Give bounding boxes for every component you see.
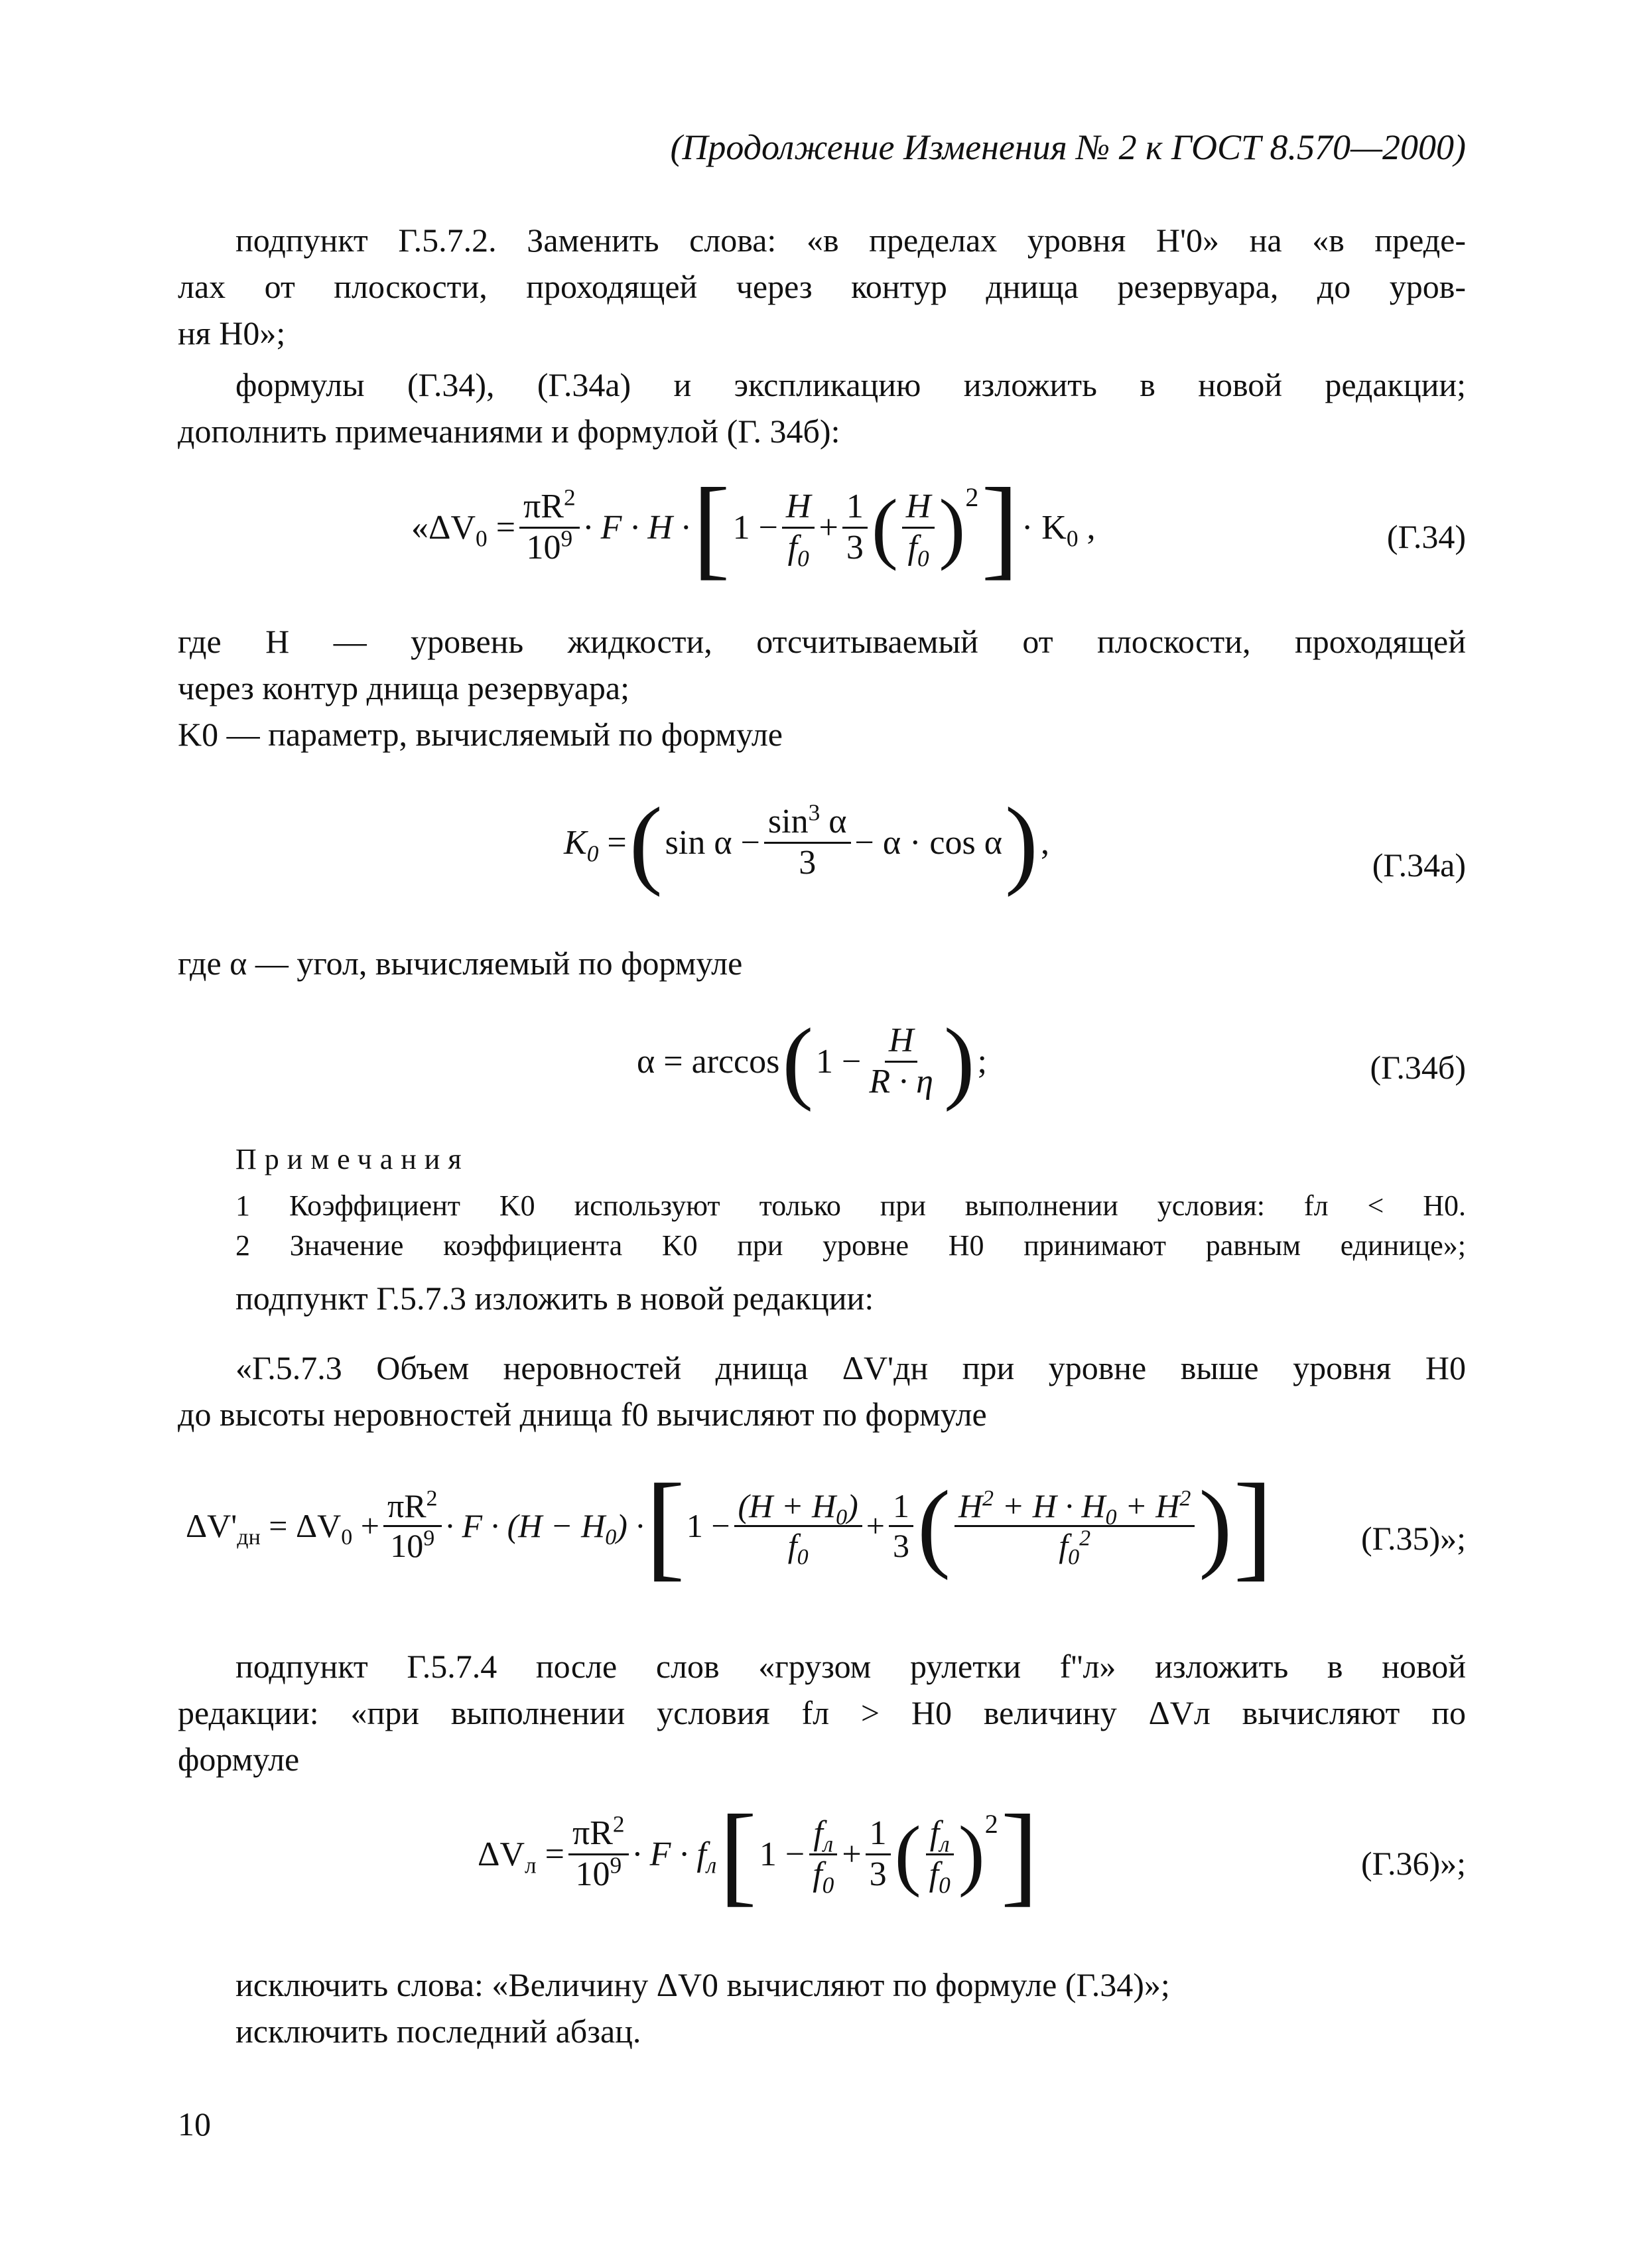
paragraph-line: K0 — параметр, вычисляемый по формуле [178,716,783,753]
formula-g35: $\Delta V'_{дн} = \Delta V_0$ + $\frac{\pi R^2}{10^9}$ · $F \cdot (H - H_0)$ · [ 1 − $\frac{(H + H_0)}{f_0}$ + $\frac{1}{3}$ ( $\frac{H^2 + H \cdot H_0 + H^2}{f_0^2}$ ) ] [186,1459,1274,1591]
running-title: (Продолжение Изменения № 2 к ГОСТ 8.570—2000) [670,127,1466,167]
paragraph-line: редакции: «при выполнении условия fл > Н0 величину ΔVл вычисляют по [178,1694,1466,1731]
formula-g34a: $K_0$ = ( sin α − $\frac{\sin^3 \alpha}{3}$ − α · cos α ) , [564,787,1049,898]
paragraph-line: формуле [178,1741,300,1778]
paragraph-line: где Н — уровень жидкости, отсчитываемый от плоскости, проходящей [178,623,1466,660]
paragraph-line: дополнить примечаниями и формулой (Г. 34б): [178,413,840,450]
paragraph-line: через контур днища резервуара; [178,669,630,706]
equation-number: (Г.34а) [1372,846,1466,884]
formula-g36: $\Delta V_л$ = $\frac{\pi R^2}{10^9}$ · $F \cdot f_л$ [ 1 − $\frac{f_л}{f_0}$ + $\frac{1}{3}$ ( $\frac{f_л}{f_0}$ ) $^2$ ] [478,1792,1039,1916]
note-item: 2 Значение коэффициента K0 при уровне Н0 принимают равным единице»; [235,1229,1466,1262]
paragraph-line: лах от плоскости, проходящей через контур днища резервуара, до уров- [178,268,1466,305]
formula-g34: «$\Delta V_0$ = $\frac{\pi R^2}{10^9}$ · F · H · [ 1 − $\frac{H}{f_0}$ + $\frac{1}{3}$ ( $\frac{H}{f_0}$ ) $^2$ ] · $K_0$ , [411,465,1096,590]
equation-number: (Г.35)»; [1361,1520,1466,1557]
paragraph-line: «Г.5.7.3 Объем неровностей днища ΔV'дн при уровне выше уровня Н0 [235,1349,1466,1386]
equation-number: (Г.34) [1386,518,1466,555]
paragraph-line: где α — угол, вычисляемый по формуле [178,945,743,982]
equation-number: (Г.36)»; [1361,1845,1466,1882]
equation-number: (Г.34б) [1370,1049,1466,1086]
formula-g34b: α = arccos ( 1 − $\frac{H}{R \cdot \eta}$ ) ; [637,1010,987,1112]
paragraph-line: исключить последний абзац. [235,2013,641,2050]
paragraph-line: до высоты неровностей днища f0 вычисляют по формуле [178,1396,987,1433]
note-item: 1 Коэффициент K0 используют только при выполнении условия: fл < Н0. [235,1189,1466,1222]
paragraph-line: формулы (Г.34), (Г.34а) и экспликацию изложить в новой редакции; [235,366,1466,403]
paragraph-line: подпункт Г.5.7.3 изложить в новой редакции: [235,1280,874,1317]
paragraph-line: подпункт Г.5.7.4 после слов «грузом рулетки f''л» изложить в новой [235,1648,1466,1685]
paragraph-line: ня Н0»; [178,314,286,352]
paragraph-line: исключить слова: «Величину ΔV0 вычисляют по формуле (Г.34)»; [235,1966,1170,2003]
notes-heading: Примечания [235,1143,470,1175]
page-number: 10 [178,2105,211,2143]
paragraph-line: подпункт Г.5.7.2. Заменить слова: «в пределах уровня Н'0» на «в преде- [235,222,1466,259]
